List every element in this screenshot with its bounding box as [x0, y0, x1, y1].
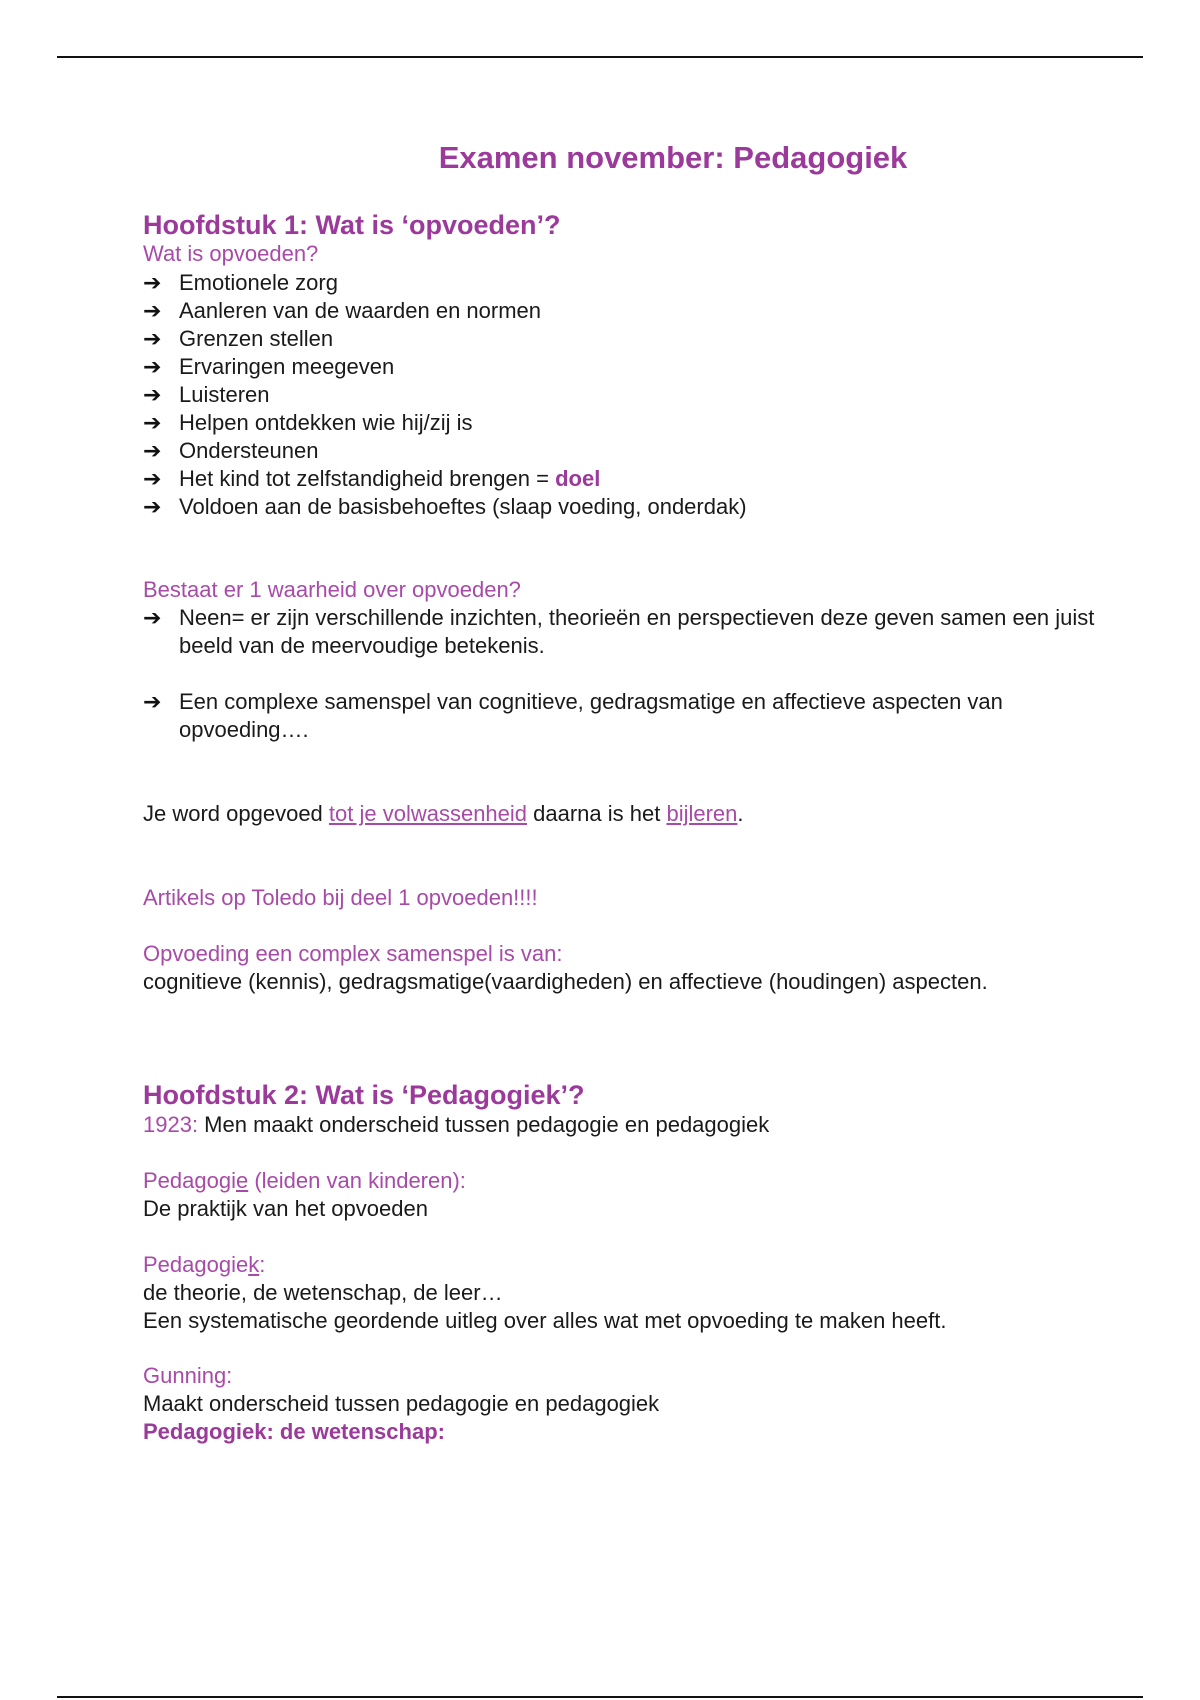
- pedagogiek-label: Pedagogiek:: [143, 1252, 266, 1277]
- complex-text: cognitieve (kennis), gedragsmatige(vaardigheden) en affectieve (houdingen) aspecten.: [143, 969, 988, 994]
- list-item: ➔ Voldoen aan de basisbehoeftes (slaap voeding, onderdak): [143, 494, 747, 519]
- list-item: ➔ Ervaringen meegeven: [143, 354, 395, 379]
- year-line: 1923: Men maakt onderscheid tussen pedagogie en pedagogiek: [143, 1112, 770, 1137]
- complex-label: Opvoeding een complex samenspel is van:: [143, 941, 563, 966]
- arrow-icon: ➔: [143, 466, 162, 491]
- gunning-text: Maakt onderscheid tussen pedagogie en pedagogiek: [143, 1391, 660, 1416]
- page-title: Examen november: Pedagogiek: [438, 140, 908, 175]
- top-rule: [57, 56, 1143, 58]
- year-label: 1923:: [143, 1112, 199, 1137]
- list-item: ➔ Aanleren van de waarden en normen: [143, 298, 542, 323]
- list-item: ➔ Het kind tot zelfstandigheid brengen = doel: [143, 466, 601, 491]
- pedagogie-label: Pedagogie (leiden van kinderen):: [143, 1168, 466, 1193]
- opvoeden-list: [143, 269, 747, 521]
- gunning-label: Gunning:: [143, 1363, 233, 1388]
- arrow-icon: ➔: [143, 438, 162, 463]
- arrow-icon: ➔: [143, 494, 162, 519]
- arrow-icon: ➔: [143, 410, 162, 435]
- list-item: ➔ Emotionele zorg: [143, 270, 338, 295]
- bottom-rule: [57, 1696, 1143, 1698]
- doel-emphasis: doel: [555, 466, 601, 491]
- pedagogiek-text-2: Een systematische geordende uitleg over alles wat met opvoeding te maken heeft.: [143, 1308, 947, 1333]
- articles-note: Artikels op Toledo bij deel 1 opvoeden!!!!: [143, 885, 538, 910]
- truth-answer-1: ➔ Neen= er zijn verschillende inzichten, theorieën en perspectieven deze geven samen een juist beeld van de meervoudige betekenis.: [143, 605, 1095, 658]
- chapter1-question: Wat is opvoeden?: [143, 241, 319, 266]
- list-item: ➔ Ondersteunen: [143, 438, 319, 463]
- bijleren-link[interactable]: bijleren: [666, 801, 738, 826]
- volwassenheid-link[interactable]: tot je volwassenheid: [328, 801, 528, 826]
- arrow-icon: ➔: [143, 689, 162, 714]
- pedagogiek-text-1: de theorie, de wetenschap, de leer…: [143, 1280, 503, 1305]
- arrow-icon: ➔: [143, 298, 162, 323]
- science-label: Pedagogiek: de wetenschap:: [143, 1419, 445, 1444]
- truth-question: Bestaat er 1 waarheid over opvoeden?: [143, 577, 521, 602]
- chapter2-heading: Hoofdstuk 2: Wat is ‘Pedagogiek’?: [143, 1080, 585, 1110]
- arrow-icon: ➔: [143, 270, 162, 295]
- arrow-icon: ➔: [143, 382, 162, 407]
- list-item: ➔ Helpen ontdekken wie hij/zij is: [143, 410, 473, 435]
- arrow-icon: ➔: [143, 326, 162, 351]
- list-item: ➔ Grenzen stellen: [143, 326, 334, 351]
- pedagogie-text: De praktijk van het opvoeden: [143, 1196, 428, 1221]
- chapter1-heading: Hoofdstuk 1: Wat is ‘opvoeden’?: [143, 210, 561, 240]
- list-item: ➔ Luisteren: [143, 382, 270, 407]
- truth-answer-2: ➔ Een complexe samenspel van cognitieve, gedragsmatige en affectieve aspecten van opvoeding….: [143, 689, 1003, 742]
- arrow-icon: ➔: [143, 605, 162, 630]
- raised-sentence: Je word opgevoed tot je volwassenheid daarna is het bijleren.: [143, 801, 744, 826]
- arrow-icon: ➔: [143, 354, 162, 379]
